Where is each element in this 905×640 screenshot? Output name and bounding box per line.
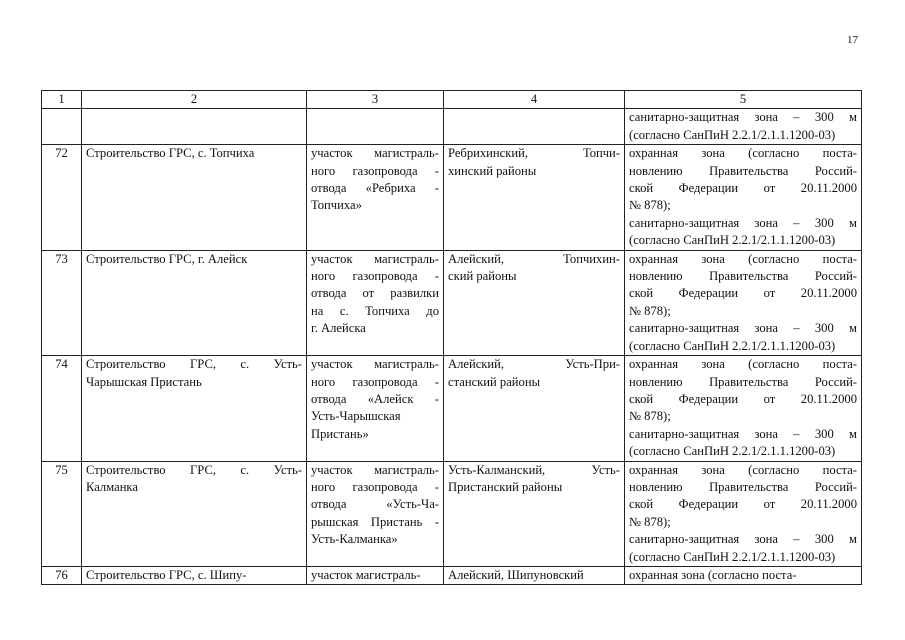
cell-line: № 878); (629, 409, 671, 424)
row-number-cell: 72 (42, 145, 82, 250)
section-cell (307, 145, 444, 250)
cell-line: отвода «Алейск - (311, 391, 439, 406)
cell-line: Усть-Калманка» (311, 532, 398, 547)
cell-line: Усть-Калманский, Усть- (448, 462, 620, 477)
cell-line: ской Федерации от 20.11.2000 (629, 391, 857, 406)
protection-cell (625, 145, 862, 250)
section-cell (307, 461, 444, 566)
cell-line: Калманка (86, 479, 138, 494)
districts-cell (444, 356, 625, 461)
cell-line: участок магистраль- (311, 251, 439, 266)
cell-line: Строительство ГРС, с. Усть- (86, 357, 302, 372)
cell-line: охранная зона (согласно поста- (629, 251, 857, 266)
table-row-continuation (42, 109, 862, 145)
districts-cell (444, 461, 625, 566)
table-row (42, 461, 862, 566)
cell-line: г. Алейска (311, 321, 366, 336)
cell-line: охранная зона (согласно поста- (629, 567, 797, 582)
table-row (42, 145, 862, 250)
header-cell: 4 (444, 91, 625, 109)
section-cell (307, 250, 444, 355)
cell-line: ного газопровода - (311, 269, 439, 284)
cell-line: ской Федерации от 20.11.2000 (629, 497, 857, 512)
cell-line: ного газопровода - (311, 479, 439, 494)
header-cell: 5 (625, 91, 862, 109)
object-cell (82, 356, 307, 461)
cell-line: новлению Правительства Россий- (629, 269, 857, 284)
cell-line: участок магистраль- (311, 567, 421, 582)
section-cell (307, 109, 444, 145)
cell-line: Ребрихинский, Топчи- (448, 146, 620, 161)
cell-line: Алейский, Топчихин- (448, 251, 620, 266)
cell-line: ский районы (448, 269, 517, 284)
row-number-cell: 73 (42, 250, 82, 355)
cell-line: отвода «Усть-Ча- (311, 497, 439, 512)
section-cell (307, 356, 444, 461)
cell-line: санитарно-защитная зона – 300 м (629, 532, 857, 547)
cell-line: ного газопровода - (311, 374, 439, 389)
row-number-cell: 74 (42, 356, 82, 461)
cell-line: отвода от развилки (311, 286, 439, 301)
cell-line: № 878); (629, 303, 671, 318)
cell-line: новлению Правительства Россий- (629, 374, 857, 389)
cell-line: охранная зона (согласно поста- (629, 146, 857, 161)
cell-line: ного газопровода - (311, 163, 439, 178)
document-table (41, 90, 862, 585)
table-row (42, 356, 862, 461)
cell-line: (согласно СанПиН 2.2.1/2.1.1.1200-03) (629, 127, 836, 142)
cell-line: Чарышская Пристань (86, 374, 202, 389)
object-cell (82, 250, 307, 355)
cell-line: отвода «Ребриха - (311, 181, 439, 196)
cell-line: участок магистраль- (311, 462, 439, 477)
cell-line: Алейский, Шипуновский (448, 567, 584, 582)
districts-cell (444, 250, 625, 355)
cell-line: охранная зона (согласно поста- (629, 462, 857, 477)
cell-line: станский районы (448, 374, 541, 389)
section-cell (307, 566, 444, 584)
table-row (42, 250, 862, 355)
page-number: 17 (847, 34, 858, 46)
cell-line: санитарно-защитная зона – 300 м (629, 426, 857, 441)
row-number-cell: 76 (42, 566, 82, 584)
districts-cell (444, 566, 625, 584)
object-cell (82, 566, 307, 584)
cell-line: Строительство ГРС, с. Топчиха (86, 146, 255, 161)
cell-line: (согласно СанПиН 2.2.1/2.1.1.1200-03) (629, 444, 836, 459)
districts-cell (444, 109, 625, 145)
object-cell (82, 461, 307, 566)
object-cell (82, 145, 307, 250)
cell-line: на с. Топчиха до (311, 303, 439, 318)
cell-line: № 878); (629, 198, 671, 213)
cell-line: Алейский, Усть-При- (448, 357, 620, 372)
protection-cell (625, 461, 862, 566)
cell-line: (согласно СанПиН 2.2.1/2.1.1.1200-03) (629, 233, 836, 248)
cell-line: новлению Правительства Россий- (629, 163, 857, 178)
districts-cell (444, 145, 625, 250)
row-number-cell: 75 (42, 461, 82, 566)
protection-cell (625, 109, 862, 145)
cell-line: рышская Пристань - (311, 514, 439, 529)
protection-cell (625, 250, 862, 355)
cell-line: (согласно СанПиН 2.2.1/2.1.1.1200-03) (629, 338, 836, 353)
cell-line: Пристань» (311, 426, 369, 441)
cell-line: ской Федерации от 20.11.2000 (629, 286, 857, 301)
cell-line: ской Федерации от 20.11.2000 (629, 181, 857, 196)
cell-line: Усть-Чарышская (311, 409, 401, 424)
protection-cell (625, 566, 862, 584)
cell-line: (согласно СанПиН 2.2.1/2.1.1.1200-03) (629, 549, 836, 564)
cell-line: участок магистраль- (311, 146, 439, 161)
header-cell: 2 (82, 91, 307, 109)
cell-line: Топчиха» (311, 198, 362, 213)
header-cell: 1 (42, 91, 82, 109)
cell-line: санитарно-защитная зона – 300 м (629, 215, 857, 230)
row-number-cell (42, 109, 82, 145)
protection-cell (625, 356, 862, 461)
cell-line: санитарно-защитная зона – 300 м (629, 321, 857, 336)
header-cell: 3 (307, 91, 444, 109)
cell-line: Строительство ГРС, с. Шипу- (86, 567, 247, 582)
cell-line: № 878); (629, 514, 671, 529)
cell-line: участок магистраль- (311, 357, 439, 372)
table-header-row (42, 91, 862, 109)
cell-line: Строительство ГРС, г. Алейск (86, 251, 248, 266)
cell-line: новлению Правительства Россий- (629, 479, 857, 494)
cell-line: Строительство ГРС, с. Усть- (86, 462, 302, 477)
object-cell (82, 109, 307, 145)
cell-line: Пристанский районы (448, 479, 563, 494)
table-row (42, 566, 862, 584)
cell-line: охранная зона (согласно поста- (629, 357, 857, 372)
cell-line: хинский районы (448, 163, 537, 178)
cell-line: санитарно-защитная зона – 300 м (629, 110, 857, 125)
